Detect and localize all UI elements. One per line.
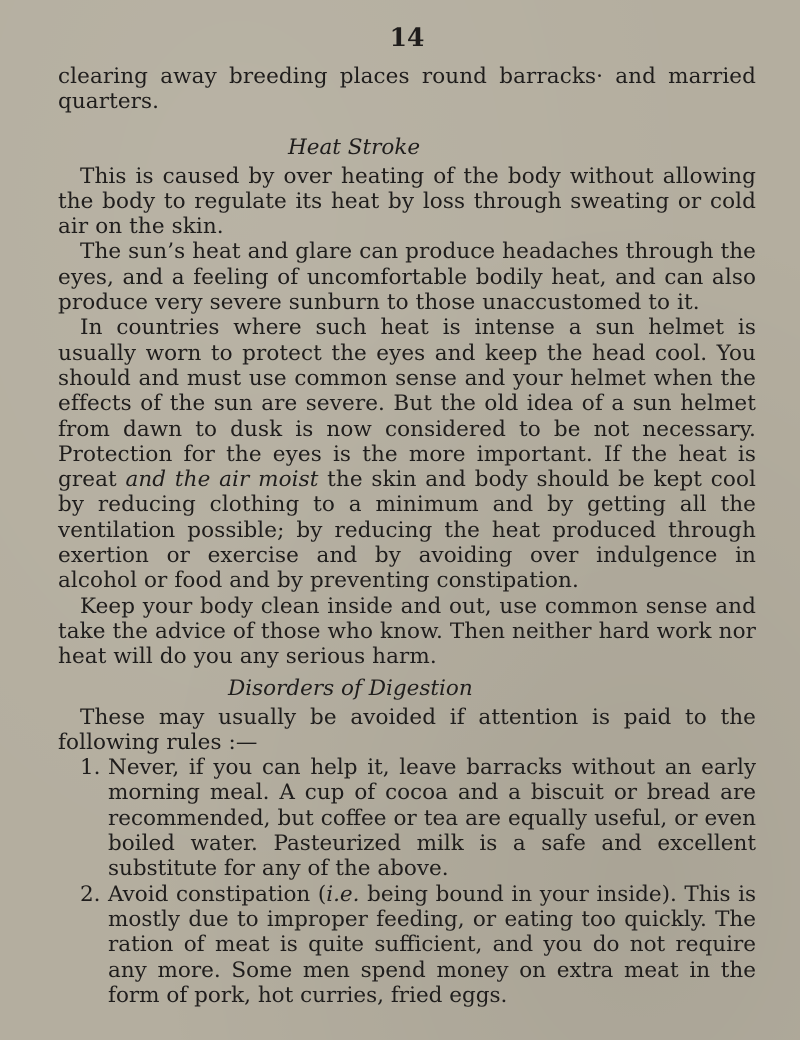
heat-paragraph-3-part-a: In countries where such heat is intense a sun helmet is usually worn to protect the eyes and keep the head cool. You should and must use common sense and your helmet when the effects of the sun are severe. But the old idea of a sun helmet from dawn to dusk is now considered to be not necessary. Protection for the eyes is the more important. If the heat is great [58,315,756,493]
heat-paragraph-2: The sun’s heat and glare can produce headaches through the eyes, and a feeling of uncomfortable bodily heat, and can also produce very severe sunburn to those unaccustomed to it. [58,239,756,316]
rule-text [108,882,756,1008]
heat-paragraph-1: This is caused by over heating of the body without allowing the body to regulate its heat by loss through sweating or cold air on the skin. [58,163,756,240]
heat-paragraph-3-part-b: the skin and body should be kept cool by reducing clothing to a minimum and by getting all the ventilation possible; by reducing the heat produced through exertion or exercise and by avoiding over indulgence in alcohol or food and by preventing constipation. [58,467,756,594]
rule-text-part-a: Avoid constipation ( [108,881,327,907]
list-item [58,755,756,881]
list-item [58,882,756,1008]
heading-disorders-of-digestion: Disorders of Digestion [228,675,473,701]
digestion-intro-paragraph: These may usually be avoided if attention is paid to the following rules :— [58,704,756,755]
heading-heat-stroke: Heat Stroke [288,134,421,160]
rule-number: 2. [80,881,101,907]
rule-text: Never, if you can help it, leave barracks without an early morning meal. A cup of cocoa and a biscuit or bread are recommended, but coffee or tea are equally useful, or even boiled water. Pasteurized milk is a safe and excellent substitute for any of the above. [108,755,756,882]
heat-paragraph-3 [58,315,756,593]
rule-text-part-b: being bound in your inside). This is mostly due to improper feeding, or eating too quickly. The ration of meat is quite sufficient, and you do not require any more. Some men spend money on extra meat in the form of pork, hot curries, fried eggs. [108,881,757,1008]
page-number: 14 [389,23,425,52]
heat-paragraph-4: Keep your body clean inside and out, use common sense and take the advice of those who know. Then neither hard work nor heat will do you any serious harm. [58,593,756,670]
rule-number: 1. [80,755,101,781]
heat-paragraph-3-emphasis: and the air moist [125,467,319,493]
rule-text-emphasis: i.e. [326,881,360,907]
intro-paragraph: clearing away breeding places round barracks· and married quarters. [58,64,756,115]
digestion-rules-list [58,755,756,1008]
